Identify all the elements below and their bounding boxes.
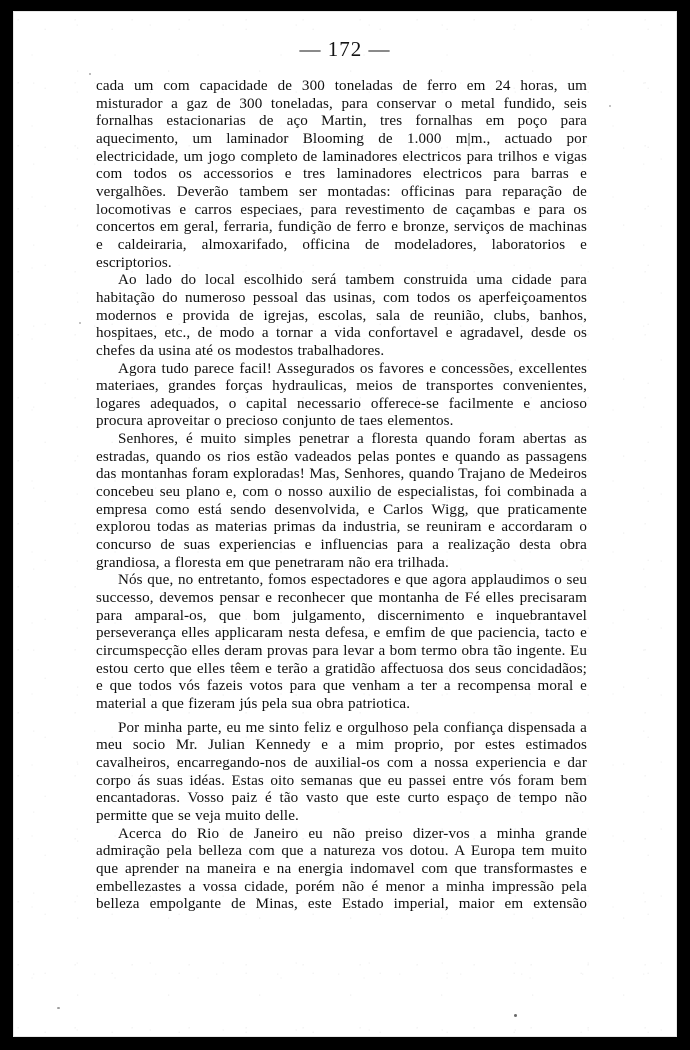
paragraph: Senhores, é muito simples penetrar a floresta quando foram abertas as estradas, quando os rios estão vadeados pelas pontes e quando as passagens das montanhas foram exploradas! Mas, Senhores, quando Trajano de Medeiros concebeu seu plano e, com o nosso auxilio de especialistas, foi combinada a empresa como está sendo desenvolvida, e Carlos Wigg, que praticamente explorou todas as materias primas da industria, se reuniram e accordaram o concurso de suas experiencias e influencias para a realização desta obra grandiosa, a floresta em que penetraram não era trilhada. <box>96 431 587 571</box>
paragraph: cada um com capacidade de 300 toneladas de ferro em 24 horas, um misturador a gaz de 300 toneladas, para conservar o metal fundido, seis fornalhas estacionarias de aço Martin, tres fornalhas em poço para aquecimento, um laminador Blooming de 1.000 m|m., actuado por electricidade, um jogo completo de laminadores electricos para trilhos e vigas com todos os accessorios e tres laminadores electricos para barras e vergalhões. Deverão tambem ser montadas: officinas para reparação de locomotivas e carros especiaes, para revestimento de caçambas e para os concertos em geral, ferraria, fundição de ferro e bronze, serviços de machinas e caldeiraria, almoxarifado, officina de modeladores, laboratorios e escriptorios. <box>96 78 587 271</box>
page-body-text <box>96 78 587 914</box>
paragraph: Ao lado do local escolhido será tambem construida uma cidade para habitação do numeroso pessoal das usinas, com todos os aperfeiçoamentos modernos e provida de igrejas, escolas, sala de reunião, clubs, banhos, hospitaes, etc., de modo a tornar a vida confortavel e agradavel, desde os chefes da usina até os modestos trabalhadores. <box>96 272 587 359</box>
ink-speck <box>79 322 81 324</box>
ink-speck <box>89 73 91 75</box>
paragraph: Agora tudo parece facil! Assegurados os favores e concessões, excellentes materiaes, grandes forças hydraulicas, meios de transportes convenientes, logares adequados, o capital necessario offerece-se facilmente e ancioso procura aproveitar o precioso conjunto de taes elementos. <box>96 360 587 430</box>
paragraph: Nós que, no entretanto, fomos espectadores e que agora applaudimos o seu successo, devemos pensar e reconhecer que montanha de Fé elles precisaram para amparal-os, que bom julgamento, discernimento e inquebrantavel perseverança elles applicaram nesta defesa, e emfim de que paciencia, tacto e circumspecção elles deram provas para levar a bom termo obra tão ingente. Eu estou certo que elles têem e terão a gratidão affectuosa dos seus concidadãos; e que todos vós fazeis votos para que venham a ter a recompensa moral e material a que fizeram jús pela sua obra patriotica. <box>96 572 587 712</box>
page-sheet <box>13 11 677 1037</box>
ink-speck <box>57 1007 60 1009</box>
paragraph: Acerca do Rio de Janeiro eu não preiso dizer-vos a minha grande admiração pela belleza com que a natureza vos dotou. A Europa tem muito que aprender na maneira e na energia indomavel com que transformastes e embellezastes a vossa cidade, porém não é menor a minha impressão pela belleza empolgante de Minas, este Estado imperial, maior em extensão <box>96 825 587 913</box>
paragraph: Por minha parte, eu me sinto feliz e orgulhoso pela confiança dispensada a meu socio Mr. Julian Kennedy e a mim proprio, por estes estimados cavalheiros, encarregando-nos de auxilial-os com a nossa experiencia e dar corpo ás suas idéas. Estas oito semanas que eu passei entre vós foram bem encantadoras. Vosso paiz é tão vasto que este curto espaço de tempo não permitte que se veja muito delle. <box>96 719 587 824</box>
page-number: — 172 — <box>299 37 391 61</box>
ink-speck <box>514 1014 517 1017</box>
ink-speck <box>609 105 611 107</box>
